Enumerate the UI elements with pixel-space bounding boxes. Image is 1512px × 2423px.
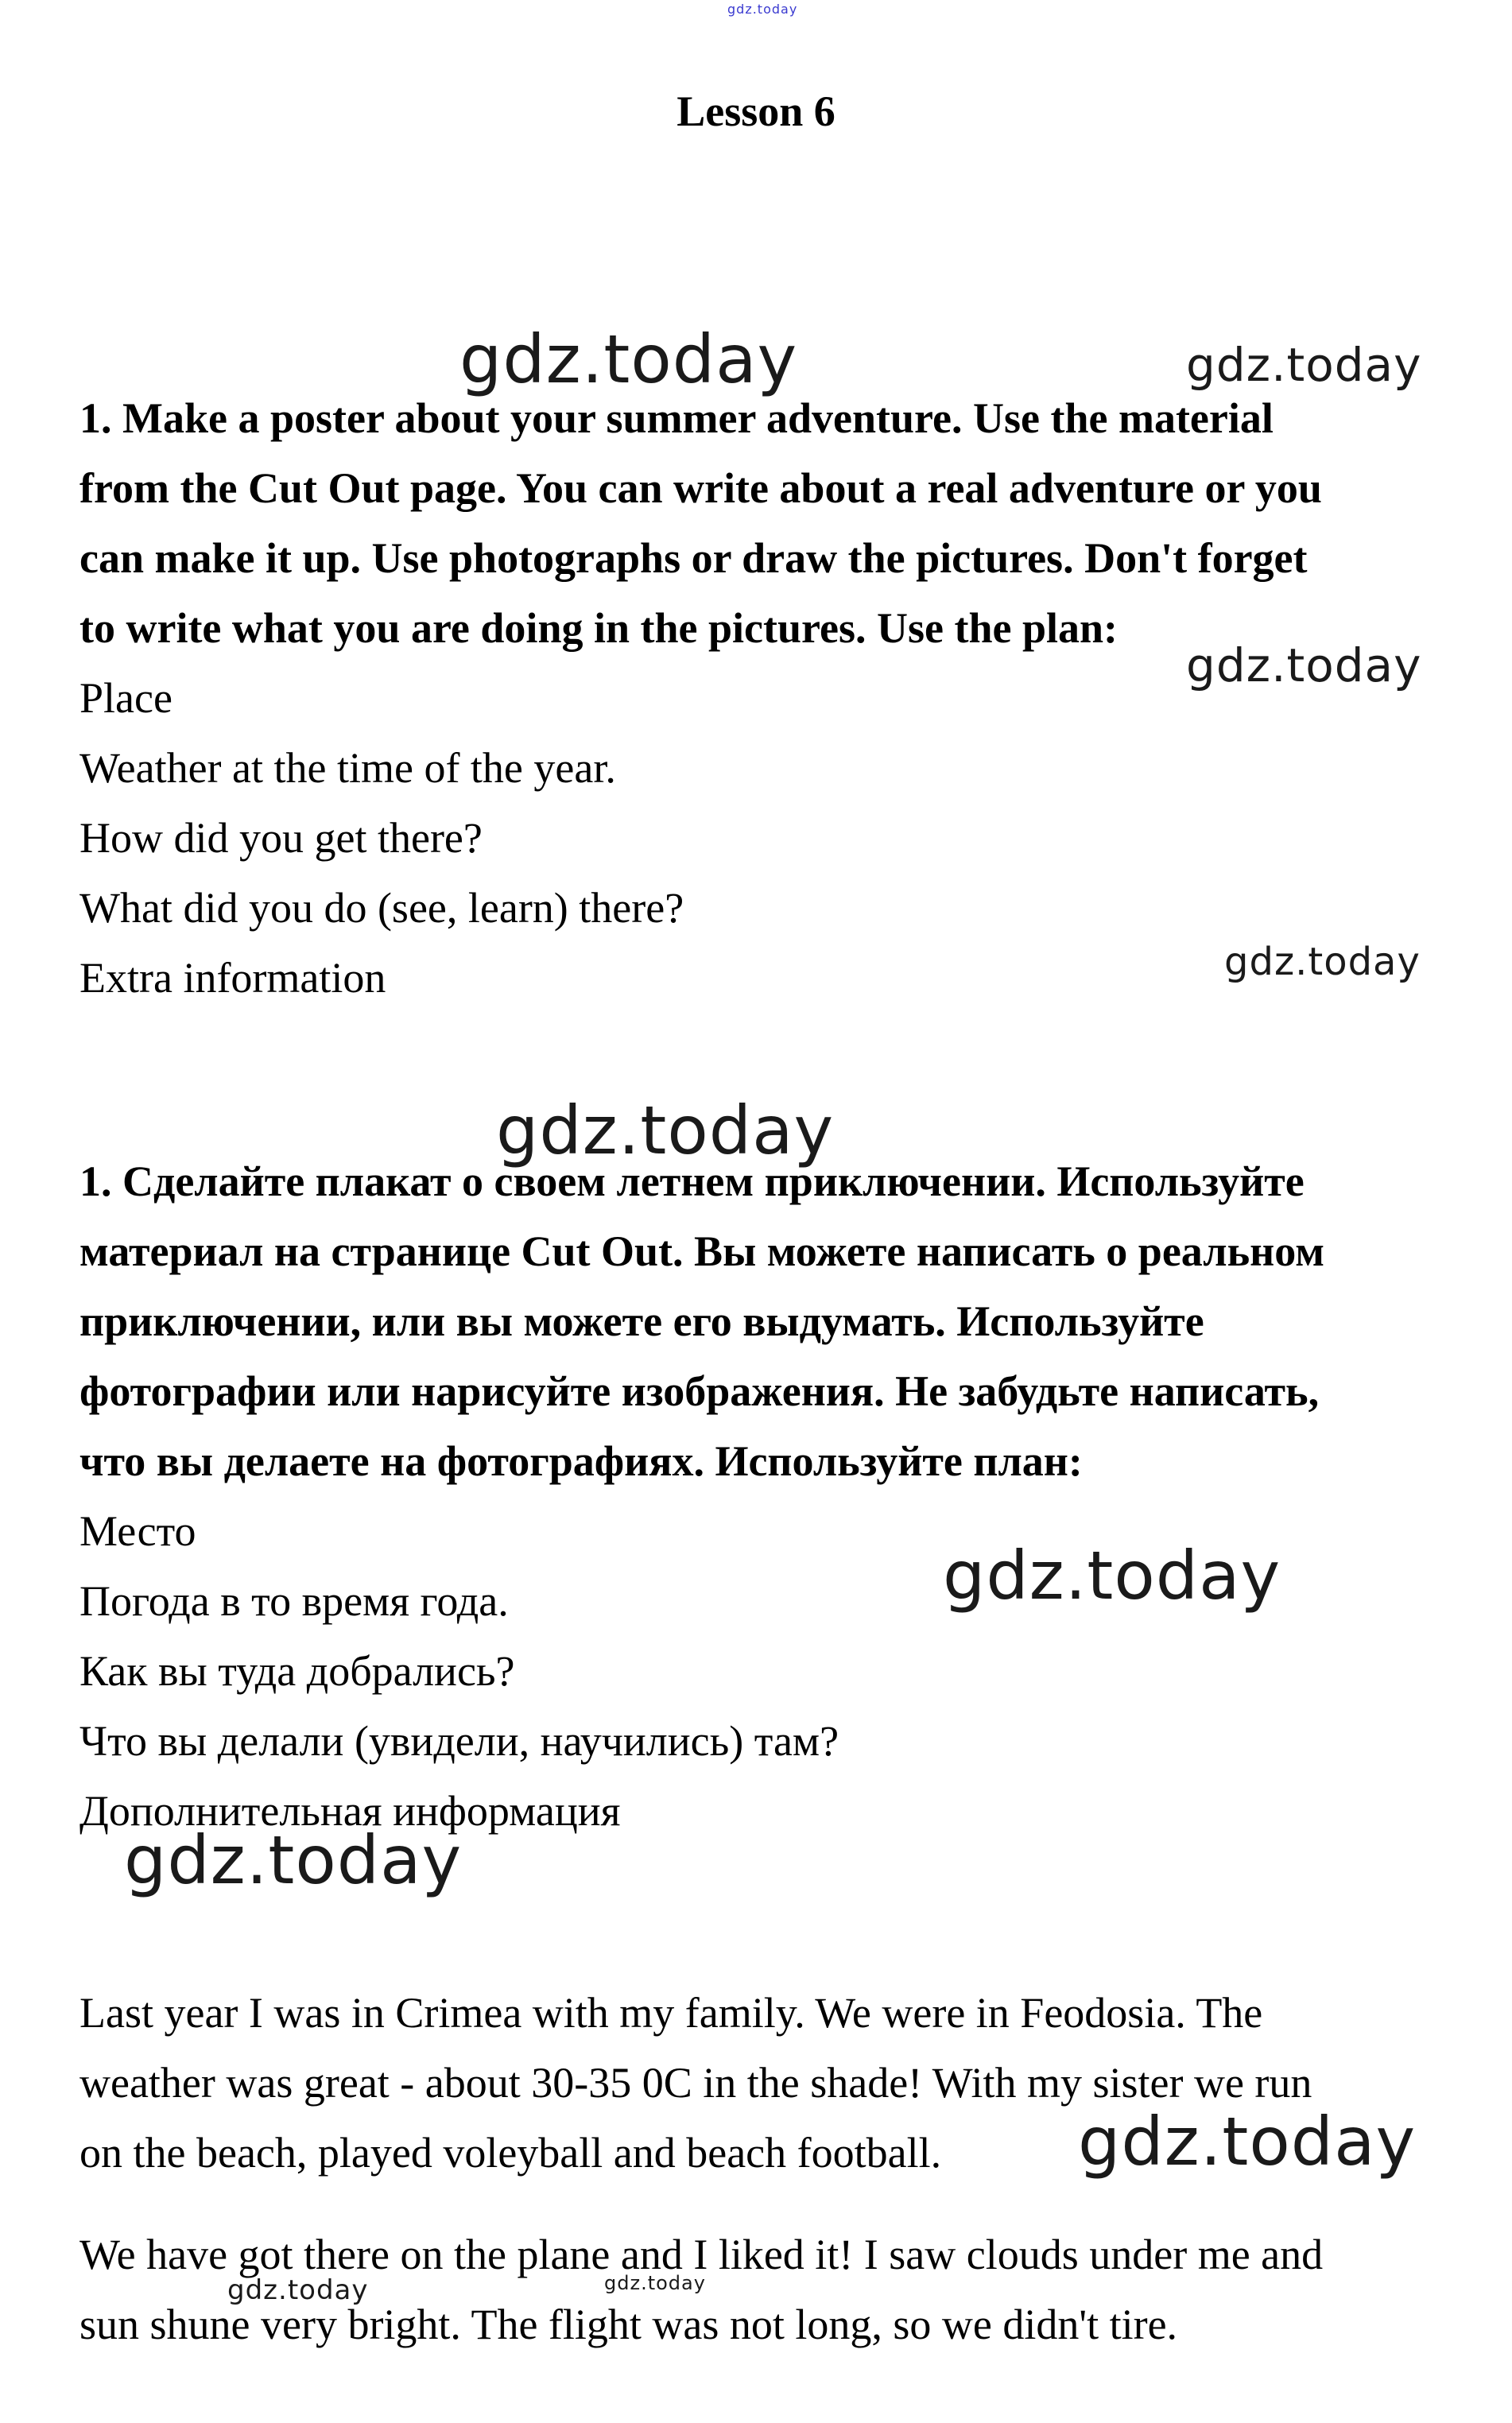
task-en-line-1: 1. Make a poster about your summer adventure. Use the material <box>79 394 1274 442</box>
watermark: gdz.today <box>604 2272 706 2294</box>
task-en-line-2: from the Cut Out page. You can write about a real adventure or you <box>79 464 1322 512</box>
answer-p2-line-2: sun shune very bright. The flight was not long, so we didn't tire. <box>79 2301 1178 2348</box>
watermark: gdz.today <box>1224 940 1421 984</box>
task-ru-line-5: что вы делаете на фотографиях. Используйте план: <box>79 1437 1083 1485</box>
watermark: gdz.today <box>1186 638 1422 692</box>
task-ru-line-4: фотографии или нарисуйте изображения. Не забудьте написать, <box>79 1367 1320 1415</box>
answer-p1-line-3: on the beach, played voleyball and beach football. <box>79 2129 942 2177</box>
plan-en-item-4: What did you do (see, learn) there? <box>79 884 684 932</box>
task-en-line-4: to write what you are doing in the pictures. Use the plan: <box>79 604 1118 652</box>
answer-p1-line-1: Last year I was in Crimea with my family. We were in Feodosia. The <box>79 1989 1263 2037</box>
plan-ru-item-1: Место <box>79 1507 196 1555</box>
plan-en-item-5: Extra information <box>79 954 386 1002</box>
answer-p2-line-1: We have got there on the plane and I liked it! I saw clouds under me and <box>79 2231 1324 2278</box>
watermark: gdz.today <box>227 2274 369 2306</box>
watermark-top: gdz.today <box>727 2 798 17</box>
watermark: gdz.today <box>459 320 798 398</box>
plan-ru-item-5: Дополнительная информация <box>79 1787 621 1835</box>
task-ru-line-2: материал на странице Cut Out. Вы можете написать о реальном <box>79 1227 1324 1275</box>
answer-p1-line-2: weather was great - about 30-35 0C in the shade! With my sister we run <box>79 2059 1312 2107</box>
plan-ru-item-2: Погода в то время года. <box>79 1577 509 1625</box>
watermark: gdz.today <box>943 1537 1281 1615</box>
task-en <box>79 383 1479 1013</box>
watermark: gdz.today <box>1078 2103 1417 2181</box>
plan-en-item-1: Place <box>79 674 173 722</box>
task-ru-line-3: приключении, или вы можете его выдумать. Используйте <box>79 1297 1204 1345</box>
plan-en-item-2: Weather at the time of the year. <box>79 744 616 792</box>
plan-en-item-3: How did you get there? <box>79 814 483 862</box>
plan-ru-item-3: Как вы туда добрались? <box>79 1647 515 1695</box>
watermark: gdz.today <box>496 1091 835 1169</box>
page-title: Lesson 6 <box>677 87 835 135</box>
task-ru <box>79 1146 1479 1846</box>
watermark: gdz.today <box>124 1821 463 1899</box>
task-en-line-3: can make it up. Use photographs or draw the pictures. Don't forget <box>79 534 1308 582</box>
watermark: gdz.today <box>1186 338 1422 392</box>
plan-ru-item-4: Что вы делали (увидели, научились) там? <box>79 1717 839 1765</box>
task-ru-line-1: 1. Сделайте плакат о своем летнем приключении. Используйте <box>79 1157 1305 1205</box>
